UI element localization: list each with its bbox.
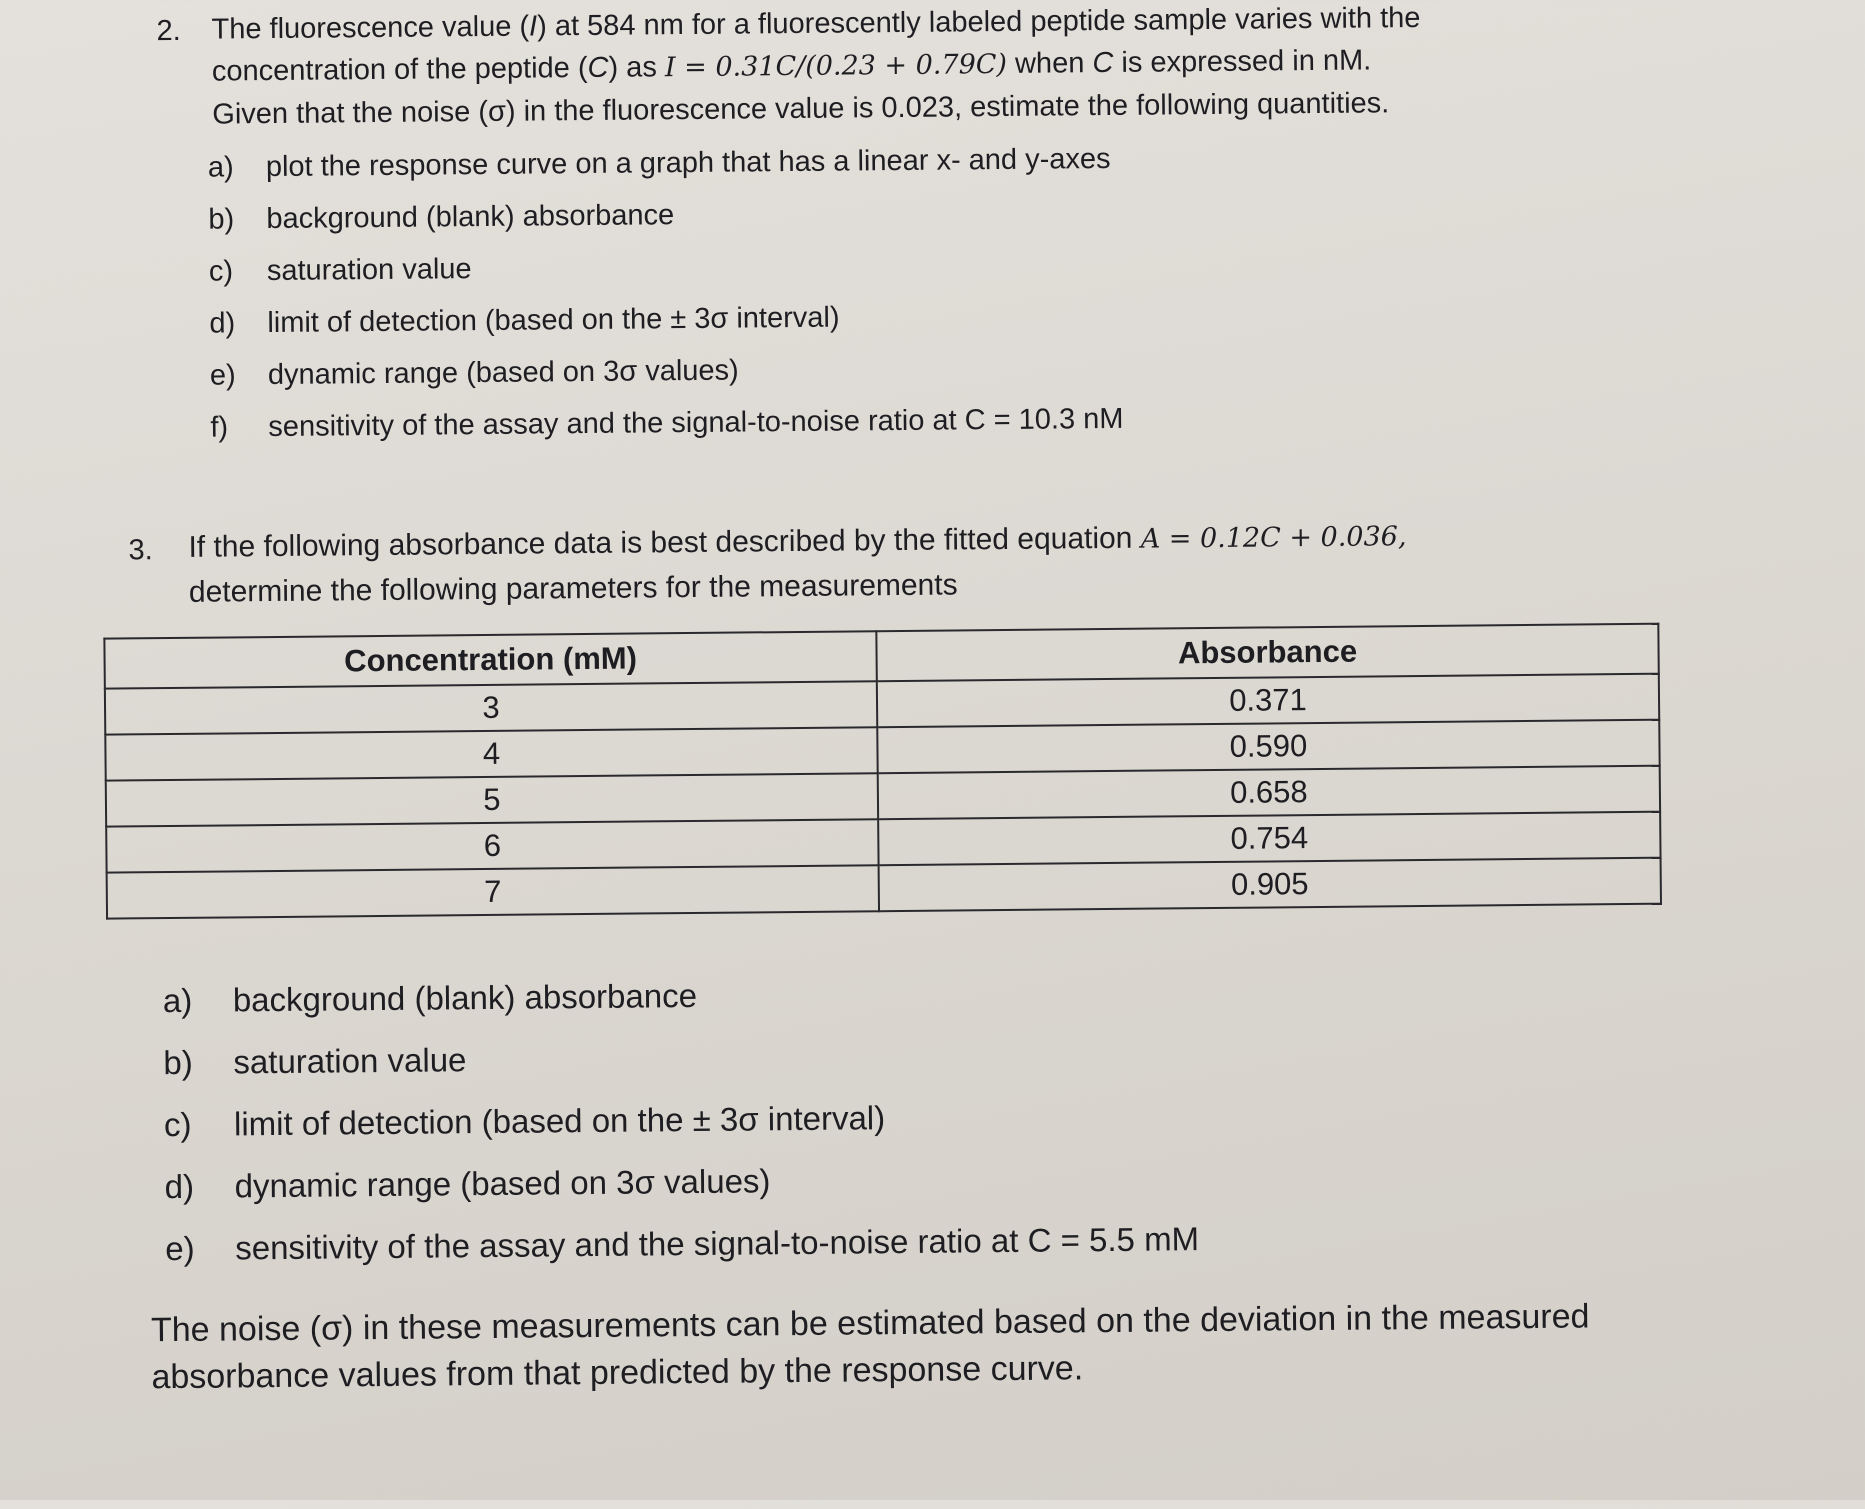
list-item-text: sensitivity of the assay and the signal-to-noise ratio at C = 5.5 mM — [235, 1220, 1199, 1267]
list-item-letter: d) — [164, 1168, 194, 1206]
question-2-parts — [208, 152, 211, 464]
absorbance-cell: 0.754 — [878, 812, 1660, 866]
list-item-text: sensitivity of the assay and the signal-to-noise ratio at C = 10.3 nM — [268, 403, 1123, 444]
list-item — [164, 1168, 165, 1230]
question-2-line-3: Given that the noise (σ) in the fluorescence value is 0.023, estimate the following quantities. — [212, 82, 1421, 136]
absorbance-cell: 0.590 — [877, 720, 1659, 774]
question-2-line-1: The fluorescence value (I) at 584 nm for a fluorescently labeled peptide sample varies with the — [211, 0, 1420, 51]
absorbance-data-table — [103, 623, 1662, 920]
list-item-letter: b) — [163, 1044, 193, 1082]
list-item-text: limit of detection (based on the ± 3σ interval) — [234, 1099, 885, 1143]
list-item-letter: f) — [210, 411, 228, 444]
column-header-absorbance: Absorbance — [876, 624, 1658, 682]
list-item-letter: c) — [164, 1106, 192, 1144]
list-item — [163, 982, 164, 1044]
list-item-text: saturation value — [267, 253, 472, 288]
question-3-text — [188, 514, 1407, 615]
column-header-concentration: Concentration (mM) — [104, 631, 876, 688]
list-item-text: dynamic range (based on 3σ values) — [234, 1162, 770, 1205]
list-item-text: saturation value — [233, 1041, 466, 1081]
list-item — [165, 1230, 166, 1292]
list-item-letter: b) — [208, 203, 234, 236]
noise-note — [151, 1293, 1590, 1401]
question-2-line-2: concentration of the peptide (C) as I = 0.31C/(0.23 + 0.79C) when C is expressed in nM. — [212, 39, 1421, 94]
list-item-letter: a) — [208, 151, 234, 184]
list-item-letter: e) — [210, 359, 236, 392]
list-item-letter: e) — [165, 1230, 195, 1268]
concentration-cell: 3 — [105, 681, 877, 734]
absorbance-cell: 0.658 — [878, 766, 1660, 820]
list-item-letter: d) — [209, 307, 235, 340]
list-item-text: limit of detection (based on the ± 3σ interval) — [267, 302, 840, 340]
list-item-text: dynamic range (based on 3σ values) — [268, 355, 739, 393]
list-item-text: plot the response curve on a graph that has a linear x- and y-axes — [266, 143, 1111, 184]
concentration-cell: 6 — [106, 819, 878, 872]
noise-note-line-1: The noise (σ) in these measurements can be estimated based on the deviation in the measured — [151, 1293, 1590, 1354]
question-3-line-2: determine the following parameters for the measurements — [189, 559, 1407, 615]
question-2-equation: I = 0.31C/(0.23 + 0.79C) — [665, 49, 1007, 83]
concentration-cell: 5 — [106, 773, 878, 826]
absorbance-cell: 0.905 — [879, 858, 1661, 912]
list-item — [164, 1106, 165, 1168]
question-3-parts — [163, 982, 166, 1292]
absorbance-cell: 0.371 — [877, 674, 1659, 728]
concentration-cell: 4 — [105, 727, 877, 780]
question-3-equation: A = 0.12C + 0.036, — [1141, 521, 1407, 555]
noise-note-line-2: absorbance values from that predicted by the response curve. — [151, 1340, 1590, 1401]
list-item — [163, 1044, 164, 1106]
question-3-number: 3. — [128, 534, 153, 567]
list-item-text: background (blank) absorbance — [233, 977, 697, 1019]
list-item-letter: a) — [163, 982, 193, 1020]
question-2-text — [211, 0, 1421, 136]
list-item-text: background (blank) absorbance — [266, 199, 674, 236]
concentration-cell: 7 — [107, 865, 879, 918]
question-2-number: 2. — [156, 15, 181, 48]
question-3-line-1: If the following absorbance data is best described by the fitted equation A = 0.12C + 0.036, — [188, 514, 1406, 571]
list-item-letter: c) — [209, 255, 233, 288]
